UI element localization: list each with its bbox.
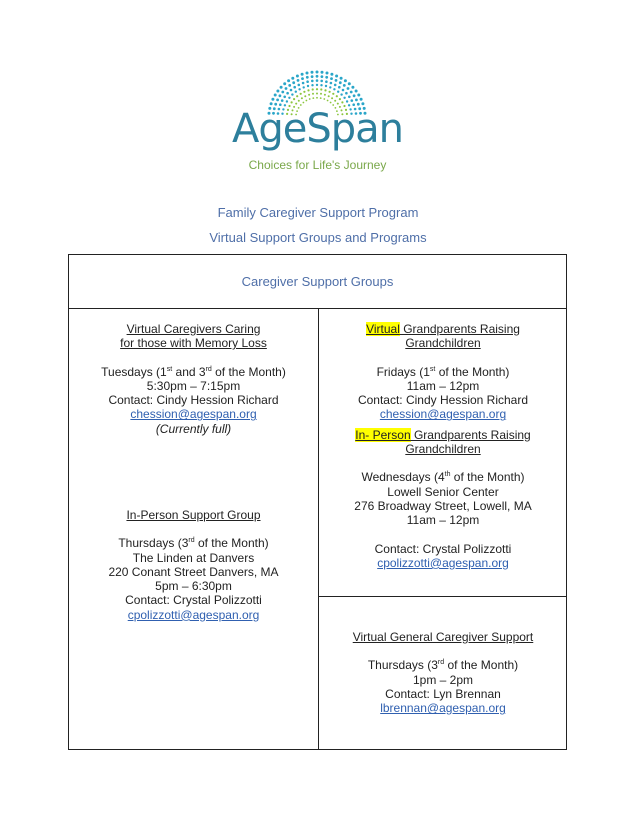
logo-dot <box>286 92 289 95</box>
logo-dot <box>307 85 309 87</box>
logo-dot <box>281 91 284 94</box>
logo-dot <box>291 93 293 95</box>
logo-dot <box>307 89 309 91</box>
group-address: 276 Broadway Street, Lowell, MA <box>354 498 532 513</box>
logo-dot <box>320 84 322 86</box>
logo-dot <box>348 82 351 85</box>
group-title: In-Person Support Group <box>126 508 261 522</box>
logo-dot <box>316 75 319 78</box>
logo-dot <box>355 99 358 102</box>
group-title: Virtual General Caregiver Support <box>352 630 534 644</box>
logo-dot <box>316 88 318 90</box>
group-contact: Contact: Crystal Polizzotti <box>374 541 512 556</box>
logo-dot <box>346 100 348 102</box>
logo-dot <box>276 99 279 102</box>
group-schedule: Wednesdays (4th of the Month) <box>361 470 525 485</box>
logo-dot <box>345 92 348 95</box>
logo-dot <box>355 90 358 93</box>
logo-dot <box>330 82 333 85</box>
logo-dot <box>353 94 356 97</box>
logo-dot <box>316 97 318 99</box>
logo-dot <box>321 75 324 78</box>
logo-dot <box>339 98 341 100</box>
logo-dot <box>279 94 282 97</box>
logo-dot <box>331 97 333 99</box>
logo-dot <box>274 94 277 97</box>
logo-dot <box>348 96 351 99</box>
logo-dot <box>327 100 329 102</box>
group-time: 11am – 12pm <box>406 378 480 393</box>
logo-dot <box>309 98 311 100</box>
logo-dot <box>316 71 319 74</box>
logo-dot <box>342 89 345 92</box>
general-caregiver-group <box>318 630 568 715</box>
logo-dot <box>326 72 329 75</box>
logo-dot <box>338 86 341 89</box>
logo-dot <box>298 88 300 90</box>
logo-dot <box>311 71 314 74</box>
logo-dot <box>288 84 291 87</box>
logo-dot <box>323 98 325 100</box>
logo-dot <box>325 85 327 87</box>
logo-dot <box>324 94 326 96</box>
logo-dot <box>293 98 295 100</box>
logo-dot <box>300 93 302 95</box>
program-title: Family Caregiver Support Program <box>217 205 419 220</box>
logo-dot <box>320 93 322 95</box>
group-time: 1pm – 2pm <box>412 672 474 687</box>
logo-dot <box>270 102 273 105</box>
group-contact: Contact: Crystal Polizzotti <box>125 593 262 608</box>
logo-dot <box>336 95 338 97</box>
table-title: Caregiver Support Groups <box>241 274 394 289</box>
logo-dot <box>316 84 318 86</box>
logo-dot <box>320 97 322 99</box>
email-link[interactable]: chession@agespan.org <box>379 407 507 422</box>
logo-dot <box>332 93 334 95</box>
group-title: In- Person Grandparents Raising <box>355 427 531 442</box>
logo-dot <box>293 86 296 89</box>
logo-dot <box>301 73 304 76</box>
memory-loss-group <box>69 322 318 436</box>
group-address: 220 Conant Street Danvers, MA <box>108 564 279 579</box>
logo-dot <box>335 79 338 82</box>
agespan-logo <box>215 66 420 176</box>
logo-dot <box>344 79 347 82</box>
logo-dot <box>287 79 290 82</box>
group-schedule: Tuesdays (1st and 3rd of the Month) <box>101 364 286 379</box>
logo-dot <box>325 76 328 79</box>
logo-dot <box>357 94 360 97</box>
logo-dot <box>316 93 318 95</box>
logo-dot <box>330 102 332 104</box>
logo-dot <box>316 79 319 82</box>
logo-dot <box>285 87 288 90</box>
logo-dot <box>290 89 293 92</box>
logo-dot <box>320 88 322 90</box>
logo-dot <box>280 86 283 89</box>
logo-dot <box>339 81 342 84</box>
logo-dot <box>330 73 333 76</box>
logo-dot <box>350 91 353 94</box>
group-contact: Contact: Lyn Brennan <box>385 686 501 701</box>
support-groups-table <box>68 254 567 750</box>
logo-dot <box>286 100 288 102</box>
logo-dot <box>301 97 303 99</box>
logo-dot <box>291 77 294 80</box>
logo-dot <box>283 82 286 85</box>
group-title-line2: Grandchildren <box>405 336 481 351</box>
logo-dot <box>306 100 308 102</box>
page-subtitle: Virtual Support Groups and Programs <box>209 230 427 245</box>
group-location: The Linden at Danvers <box>132 550 255 565</box>
group-time: 11am – 12pm <box>406 513 480 528</box>
logo-dot <box>360 98 363 101</box>
logo-dot <box>303 102 305 104</box>
grandparents-groups <box>318 322 568 570</box>
logo-brand-text: AgeSpan <box>231 106 403 152</box>
logo-dot <box>333 88 335 90</box>
logo-dot <box>343 97 345 99</box>
logo-dot <box>296 75 299 78</box>
group-time: 5pm – 6:30pm <box>155 579 232 594</box>
group-location: Lowell Senior Center <box>387 484 499 499</box>
email-link[interactable]: lbrennan@agespan.org <box>380 701 506 716</box>
logo-dot <box>312 93 314 95</box>
group-schedule: Fridays (1st of the Month) <box>376 364 510 379</box>
logo-dot <box>288 97 290 99</box>
logo-dot <box>291 101 293 103</box>
in-person-support-group <box>69 508 318 622</box>
logo-dot <box>329 91 331 93</box>
logo-dot <box>296 95 298 97</box>
logo-dot <box>334 84 337 87</box>
logo-dot <box>304 95 306 97</box>
group-contact: Contact: Cindy Hession Richard <box>357 393 529 408</box>
logo-dot <box>324 89 326 91</box>
logo-dot <box>343 84 346 87</box>
group-schedule: Thursdays (3rd of the Month) <box>367 658 519 673</box>
logo-dot <box>297 79 300 82</box>
email-link[interactable]: cpolizzotti@agespan.org <box>127 607 260 622</box>
group-contact: Contact: Cindy Hession Richard <box>108 393 279 408</box>
logo-dot <box>325 80 328 83</box>
logo-dot <box>337 91 339 93</box>
logo-dot <box>340 77 343 80</box>
logo-dot <box>281 99 284 102</box>
logo-dot <box>320 80 323 83</box>
logo-dot <box>303 91 305 93</box>
logo-dot <box>341 101 343 103</box>
logo-dot <box>312 97 314 99</box>
group-time: 5:30pm – 7:15pm <box>146 378 241 393</box>
logo-dot <box>298 100 300 102</box>
logo-dot <box>311 80 314 83</box>
logo-dot <box>337 103 339 105</box>
logo-dot <box>351 86 354 89</box>
logo-dot <box>340 93 342 95</box>
group-schedule: Thursdays (3rd of the Month) <box>118 536 269 551</box>
group-title: Virtual Caregivers Caring <box>126 322 261 336</box>
logo-dot <box>312 88 314 90</box>
logo-dot <box>302 82 305 85</box>
logo-dot <box>306 72 309 75</box>
logo-dot <box>330 77 333 80</box>
logo-dot <box>295 91 297 93</box>
logo-dot <box>335 75 338 78</box>
group-title-line2: for those with Memory Loss <box>120 336 267 351</box>
logo-dot <box>292 81 295 84</box>
logo-dot <box>334 100 336 102</box>
logo-dot <box>271 98 274 101</box>
email-link[interactable]: chession@agespan.org <box>130 407 257 422</box>
logo-dot <box>306 76 309 79</box>
logo-dot <box>301 77 304 80</box>
logo-dot <box>295 103 297 105</box>
group-title: Virtual Grandparents Raising <box>366 322 520 336</box>
cell-divider <box>318 596 566 597</box>
group-note: (Currently full) <box>155 421 232 436</box>
logo-dot <box>283 96 286 99</box>
logo-tagline: Choices for Life's Journey <box>248 158 387 172</box>
logo-dot <box>308 94 310 96</box>
logo-dot <box>276 90 279 93</box>
logo-dot <box>329 86 331 88</box>
logo-dot <box>303 86 305 88</box>
logo-dot <box>321 71 324 74</box>
logo-dot <box>311 75 314 78</box>
logo-dot <box>351 99 354 102</box>
logo-dot <box>306 80 309 83</box>
logo-dot <box>311 84 313 86</box>
email-link[interactable]: cpolizzotti@agespan.org <box>377 555 509 570</box>
logo-dot <box>347 87 350 90</box>
logo-dot <box>298 84 301 87</box>
logo-dot <box>328 95 330 97</box>
group-title-line2: Grandchildren <box>405 442 481 457</box>
logo-dot <box>361 102 364 105</box>
